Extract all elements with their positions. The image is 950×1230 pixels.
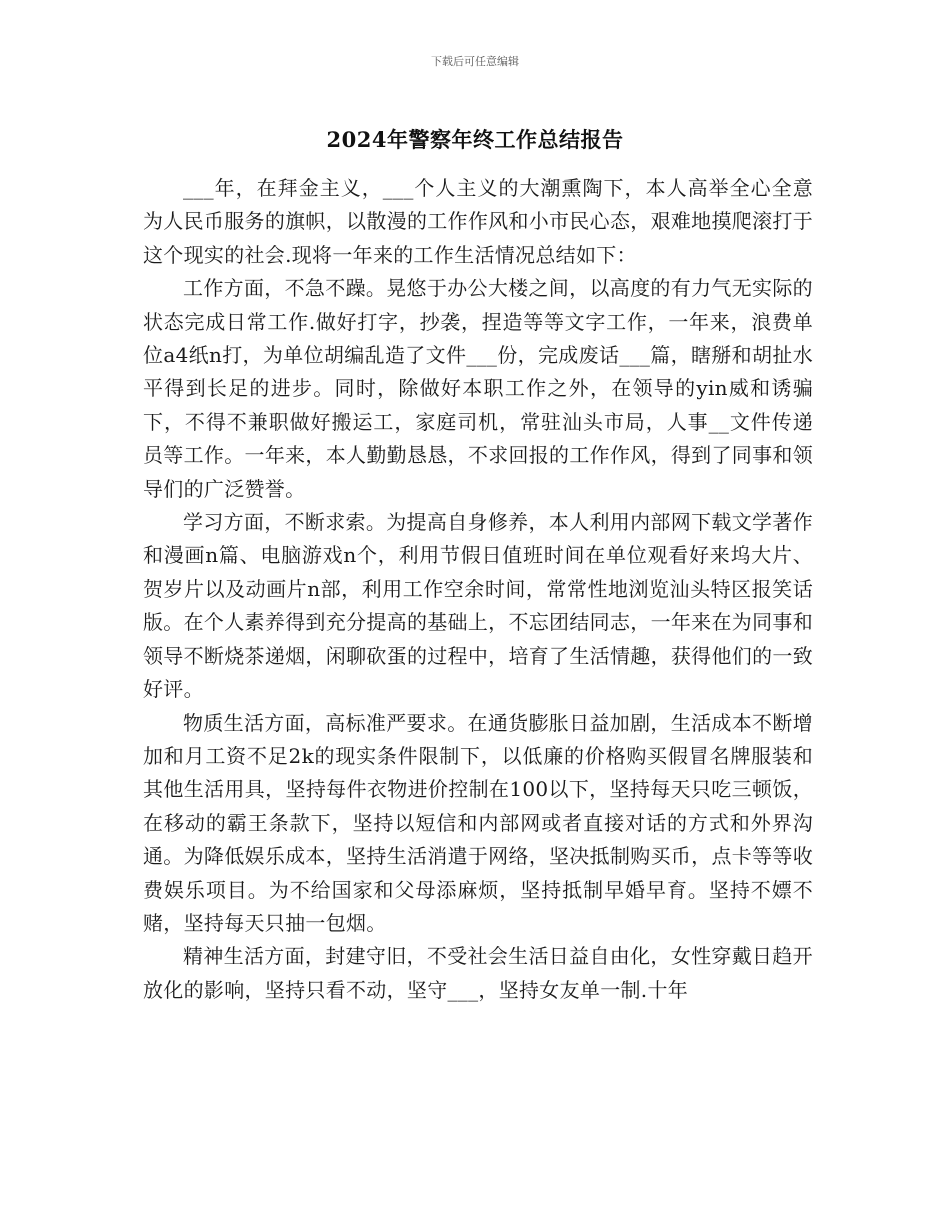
document-title: 2024年警察年终工作总结报告: [326, 127, 624, 152]
intro-paragraph: ___年，在拜金主义，___个人主义的大潮熏陶下，本人高举全心全意为人民币服务的旗帜，以散漫的工作作风和小市民心态，艰难地摸爬滚打于这个现实的社会.现将一年来的工作生活情况总结如下：: [143, 176, 813, 267]
material-life-paragraph: 物质生活方面，高标准严要求。在通货膨胀日益加剧，生活成本不断增加和月工资不足2k的现实条件限制下，以低廉的价格购买假冒名牌服装和其他生活用具，坚持每件衣物进价控制在100以下，坚持每天只吃三顿饭，在移动的霸王条款下，坚持以短信和内部网或者直接对话的方式和外界沟通。为降低娱乐成本，坚持生活消遣于网络，坚决抵制购买币，点卡等等收费娱乐项目。为不给国家和父母添麻烦，坚持抵制早婚早育。坚持不嫖不赌，坚持每天只抽一包烟。: [143, 710, 813, 935]
header-note: 下载后可任意编辑: [431, 55, 519, 68]
spiritual-life-paragraph: 精神生活方面，封建守旧，不受社会生活日益自由化，女性穿戴日趋开放化的影响，坚持只看不动，坚守___，坚持女友单一制.十年: [143, 944, 813, 1002]
work-paragraph: 工作方面，不急不躁。晃悠于办公大楼之间，以高度的有力气无实际的状态完成日常工作.做好打字，抄袭，捏造等等文字工作，一年来，浪费单位a4纸n打，为单位胡编乱造了文件___份，完成废话___篇，瞎掰和胡扯水平得到长足的进步。同时，除做好本职工作之外，在领导的yin威和诱骗下，不得不兼职做好搬运工，家庭司机，常驻汕头市局，人事__文件传递员等工作。一年来，本人勤勤恳恳，不求回报的工作作风，得到了同事和领导们的广泛赞誉。: [143, 276, 813, 501]
study-paragraph: 学习方面，不断求索。为提高自身修养，本人利用内部网下载文学著作和漫画n篇、电脑游戏n个，利用节假日值班时间在单位观看好来坞大片、贺岁片以及动画片n部，利用工作空余时间，常常性地浏览汕头特区报笑话版。在个人素养得到充分提高的基础上，不忘团结同志，一年来在为同事和领导不断烧茶递烟，闲聊砍蛋的过程中，培育了生活情趣，获得他们的一致好评。: [143, 510, 813, 702]
document-body: [143, 172, 813, 1007]
